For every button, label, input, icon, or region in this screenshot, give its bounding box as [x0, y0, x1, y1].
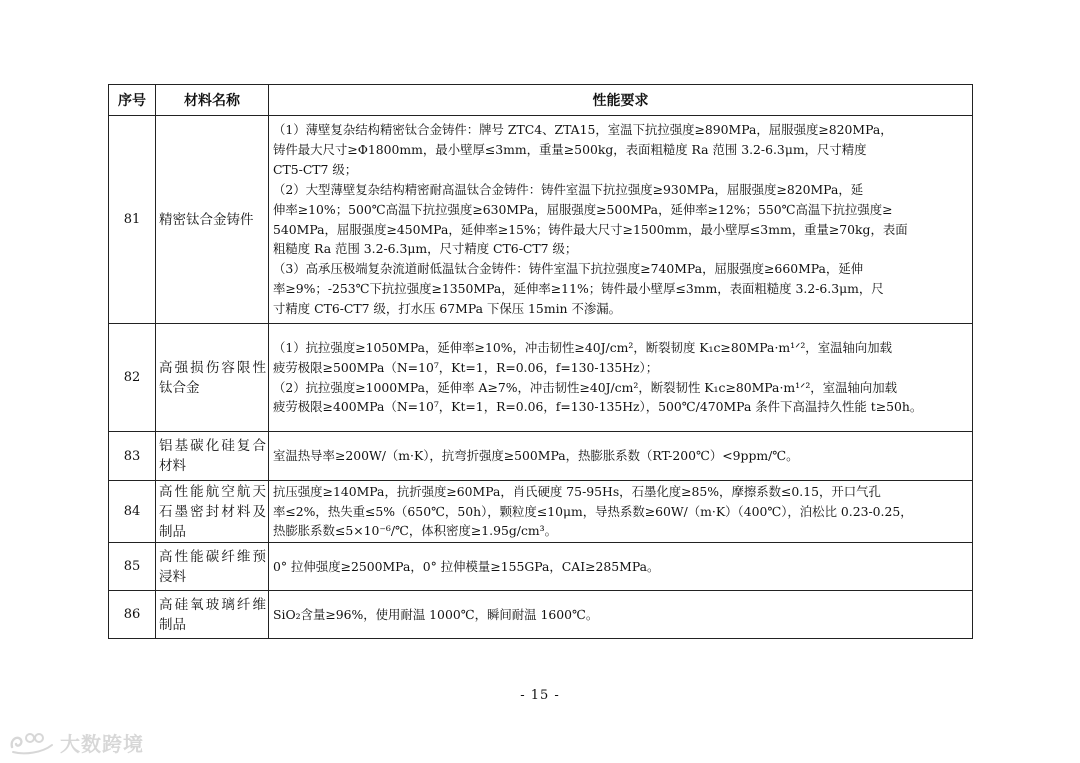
requirement-line: 率≤2%，热失重≤5%（650℃，50h），颗粒度≤10μm，导热系数≥60W/（m·K）（400℃），泊松比 0.23-0.25，: [273, 503, 913, 519]
table-row: [109, 432, 973, 481]
requirement-line: （1）薄壁复杂结构精密钛合金铸件：牌号 ZTC4、ZTA15，室温下抗拉强度≥890MPa，屈服强度≥820MPa，: [273, 121, 893, 137]
row-material-name: 高强损伤容限性钛合金: [156, 324, 269, 432]
table-row: [109, 591, 973, 639]
table-header-row: [109, 85, 973, 116]
row-serial-number: 86: [109, 591, 156, 639]
requirement-line: （3）高承压极端复杂流道耐低温钛合金铸件：铸件室温下抗拉强度≥740MPa，屈服强度≥660MPa，延伸: [273, 261, 864, 277]
requirement-line: 室温热导率≥200W/（m·K），抗弯折强度≥500MPa，热膨胀系数（RT-200℃）<9ppm/℃。: [273, 448, 799, 464]
brand-logo-icon: [8, 731, 56, 755]
row-serial-number: 85: [109, 543, 156, 591]
row-requirements: [269, 116, 973, 324]
requirement-line: 寸精度 CT6-CT7 级，打水压 67MPa 下保压 15min 不渗漏。: [273, 301, 622, 317]
row-serial-number: 84: [109, 481, 156, 543]
page-number: - 15 -: [520, 688, 560, 703]
requirement-line: SiO₂含量≥96%，使用耐温 1000℃，瞬间耐温 1600℃。: [273, 606, 599, 622]
requirement-line: 热膨胀系数≤5×10⁻⁶/℃，体积密度≥1.95g/cm³。: [273, 523, 557, 539]
row-requirements: [269, 324, 973, 432]
header-performance-requirements: 性能要求: [269, 85, 973, 116]
requirement-line: 粗糙度 Ra 范围 3.2-6.3μm，尺寸精度 CT6-CT7 级；: [273, 241, 578, 257]
row-requirements: [269, 591, 973, 639]
requirement-line: CT5-CT7 级；: [273, 161, 358, 177]
requirement-line: 540MPa，屈服强度≥450MPa，延伸率≥15%；铸件最大尺寸≥1500mm，最小壁厚≤3mm，重量≥70kg，表面: [273, 221, 908, 237]
row-material-name: 高性能碳纤维预浸料: [156, 543, 269, 591]
row-serial-number: 82: [109, 324, 156, 432]
requirement-line: （1）抗拉强度≥1050MPa，延伸率≥10%，冲击韧性≥40J/cm²，断裂韧度 K₁c≥80MPa·m¹ᐟ²，室温轴向加载: [273, 339, 893, 355]
requirement-line: 率≥9%；-253℃下抗拉强度≥1350MPa，延伸率≥11%；铸件最小壁厚≤3mm，表面粗糙度 3.2-6.3μm，尺: [273, 281, 884, 297]
performance-requirements-table: [108, 84, 973, 639]
requirement-line: 0° 拉伸强度≥2500MPa，0° 拉伸模量≥155GPa，CAI≥285MPa。: [273, 558, 660, 574]
requirement-line: 疲劳极限≥400MPa（N=10⁷，Kt=1，R=0.06，f=130-135Hz），500℃/470MPa 条件下高温持久性能 t≥50h。: [273, 399, 923, 415]
row-serial-number: 81: [109, 116, 156, 324]
watermark-text: 大数跨境: [60, 732, 144, 756]
row-requirements: [269, 432, 973, 481]
requirement-line: 伸率≥10%；500℃高温下抗拉强度≥630MPa，屈服强度≥500MPa，延伸率≥12%；550℃高温下抗拉强度≥: [273, 201, 893, 217]
requirement-line: 抗压强度≥140MPa，抗折强度≥60MPa，肖氏硬度 75-95Hs，石墨化度≥85%，摩擦系数≤0.15，开口气孔: [273, 483, 881, 499]
header-serial-number: 序号: [109, 85, 156, 116]
row-material-name: 高硅氧玻璃纤维制品: [156, 591, 269, 639]
requirement-line: （2）大型薄壁复杂结构精密耐高温钛合金铸件：铸件室温下抗拉强度≥930MPa，屈服强度≥820MPa，延: [273, 181, 864, 197]
table-row: [109, 116, 973, 324]
header-material-name: 材料名称: [156, 85, 269, 116]
row-material-name: 精密钛合金铸件: [156, 116, 269, 324]
row-material-name: 高性能航空航天石墨密封材料及制品: [156, 481, 269, 543]
table-row: [109, 543, 973, 591]
row-material-name: 铝基碳化硅复合材料: [156, 432, 269, 481]
row-requirements: [269, 543, 973, 591]
watermark: [8, 728, 144, 757]
row-serial-number: 83: [109, 432, 156, 481]
row-requirements: [269, 481, 973, 543]
table-row: [109, 481, 973, 543]
requirement-line: 疲劳极限≥500MPa（N=10⁷，Kt=1，R=0.06，f=130-135Hz）；: [273, 359, 659, 375]
table-row: [109, 324, 973, 432]
requirement-line: 铸件最大尺寸≥Φ1800mm，最小壁厚≤3mm，重量≥500kg，表面粗糙度 Ra 范围 3.2-6.3μm，尺寸精度: [273, 141, 867, 157]
requirement-line: （2）抗拉强度≥1000MPa，延伸率 A≥7%，冲击韧性≥40J/cm²，断裂韧性 K₁c≥80MPa·m¹ᐟ²，室温轴向加载: [273, 379, 898, 395]
